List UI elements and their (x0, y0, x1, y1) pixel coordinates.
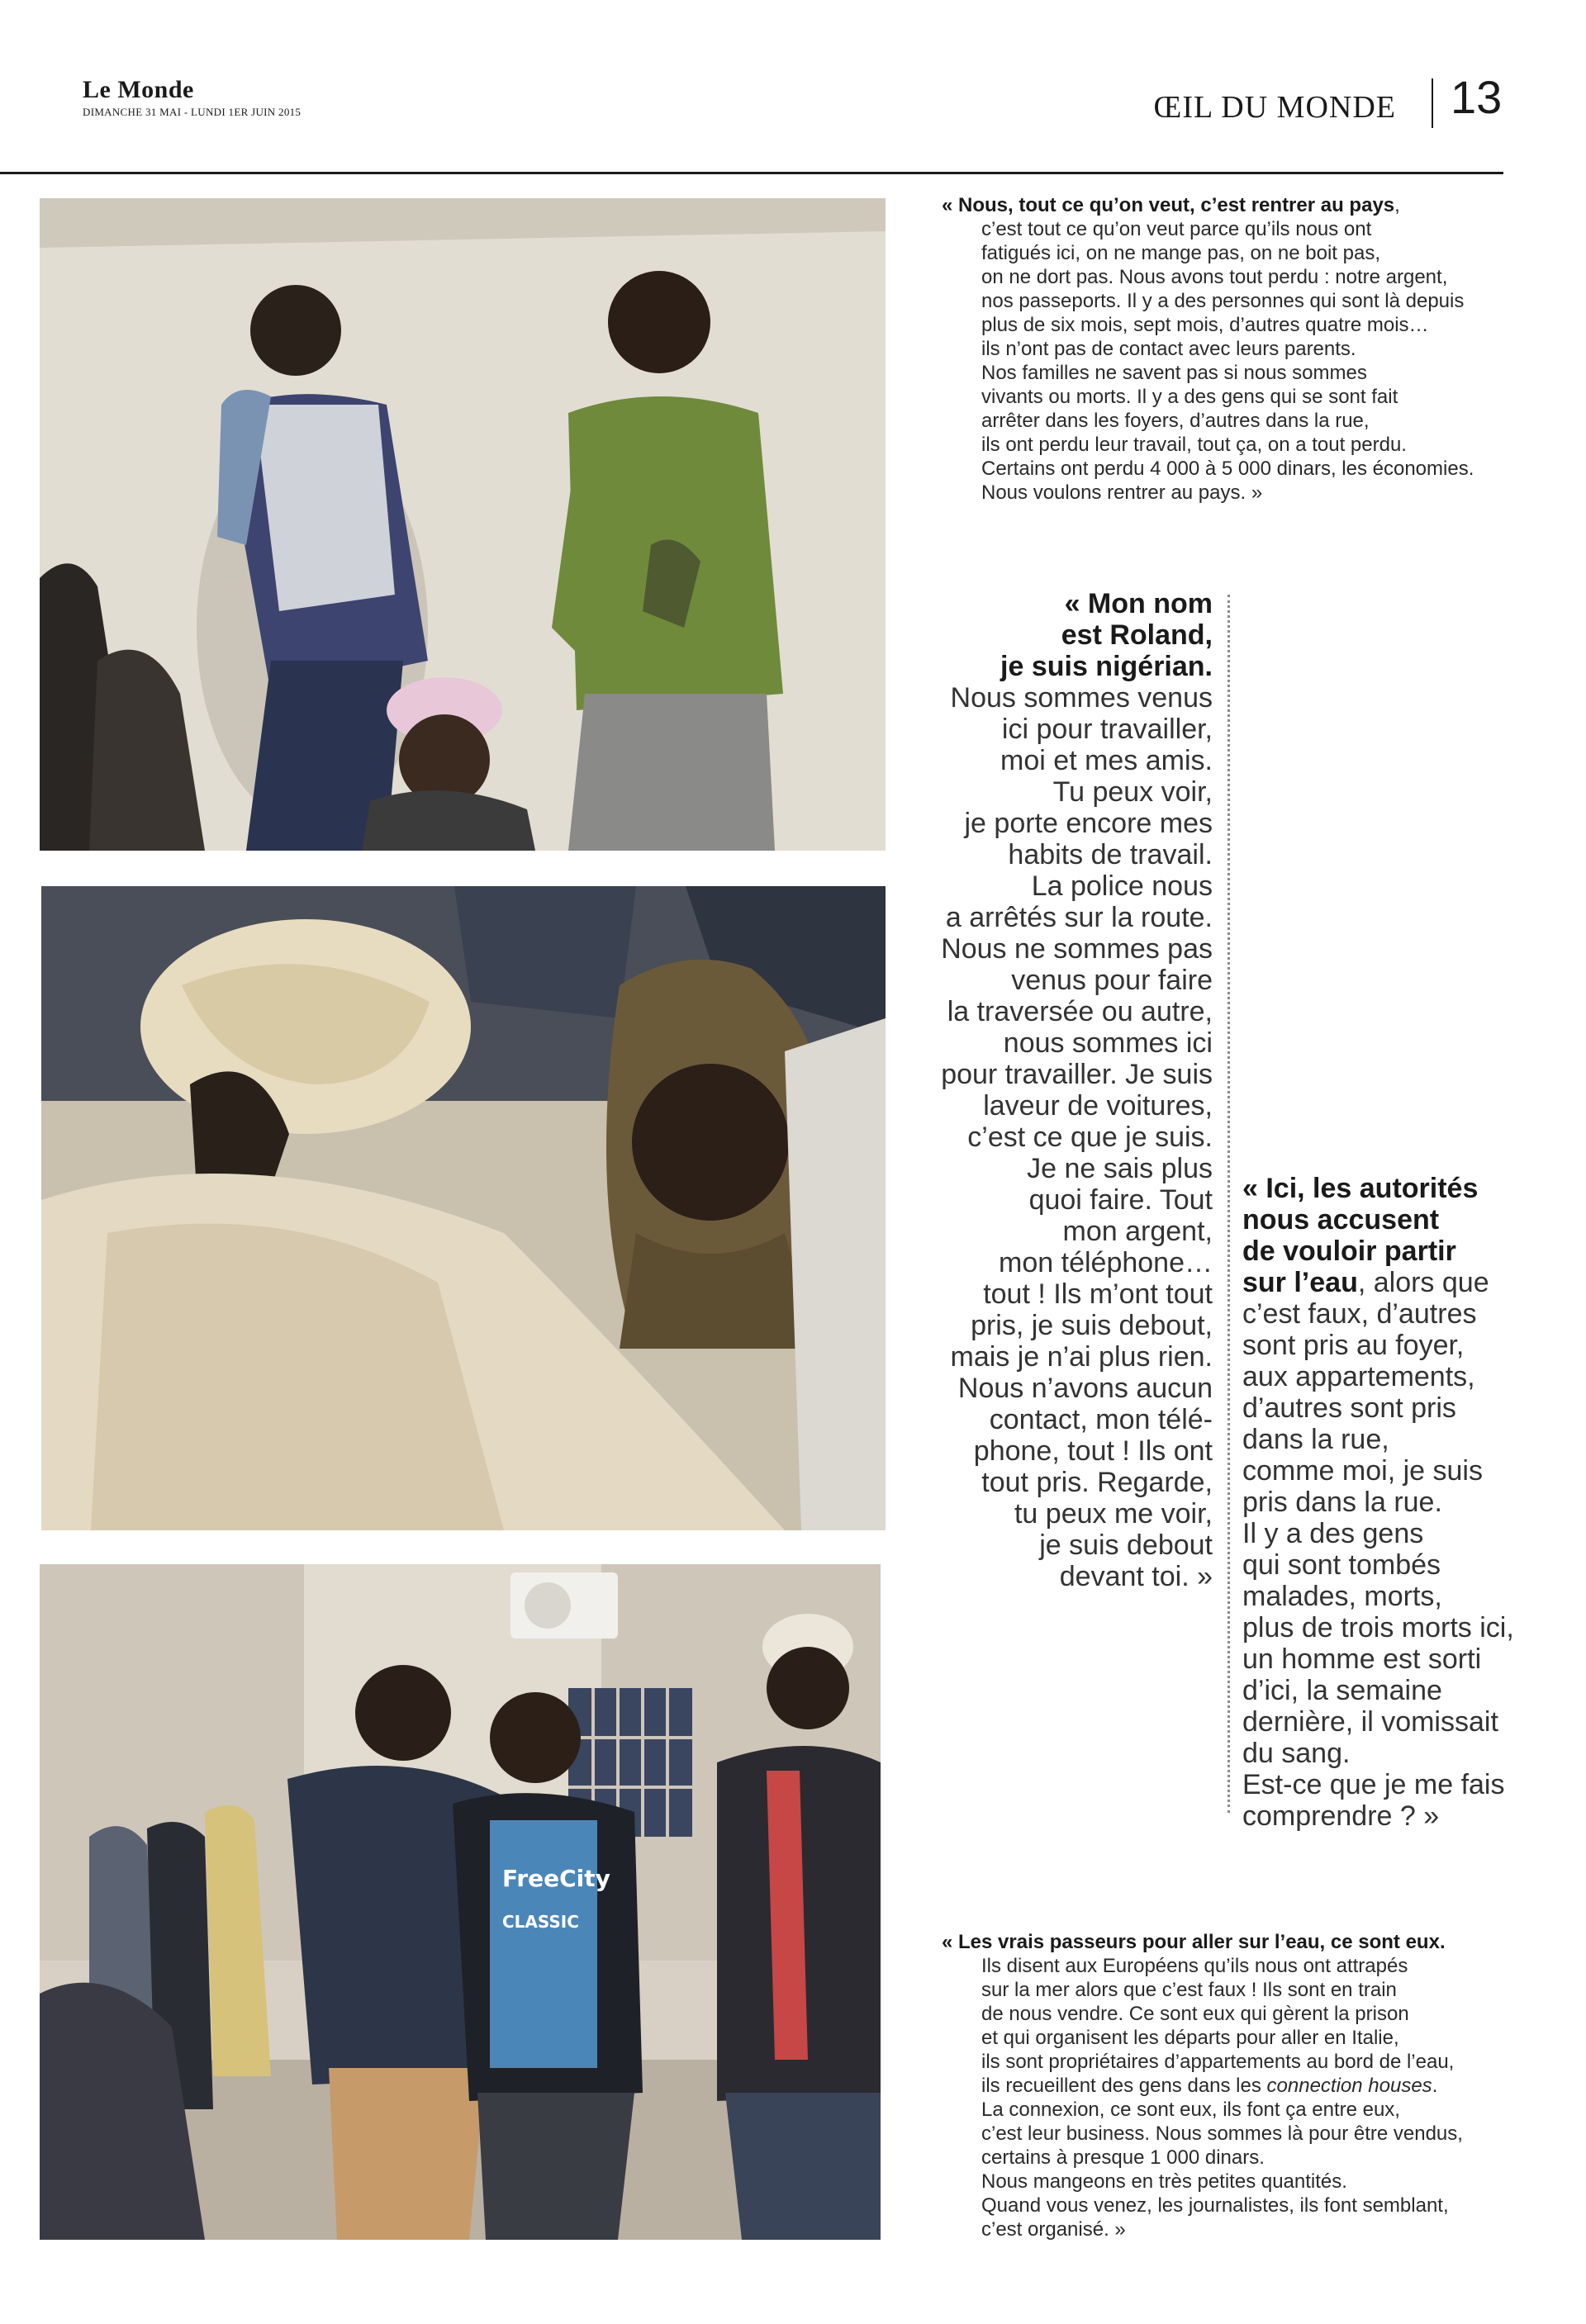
quote-line: malades, morts, (1242, 1581, 1442, 1612)
quote-rentrer-au-pays (942, 193, 1520, 505)
quote-line: Nous voulons rentrer au pays. » (981, 481, 1263, 504)
quote-line: devant toi. » (1059, 1561, 1213, 1592)
quote-line: Il y a des gens (1242, 1518, 1424, 1549)
quote-fragment: , alors que (1357, 1267, 1489, 1298)
quote-line: je porte encore mes (964, 808, 1213, 839)
quote-line: Est-ce que je me fais (1242, 1769, 1505, 1800)
quote-line: quoi faire. Tout (1028, 1184, 1213, 1216)
quote-italic-fragment: connection houses (1266, 2075, 1432, 2097)
quote-line: Nous n’avons aucun (957, 1373, 1213, 1404)
quote-line: Quand vous venez, les journalistes, ils font semblant, (981, 2194, 1449, 2217)
quote-line: ici pour travailler, (1001, 714, 1213, 745)
quote-line: Je ne sais plus (1027, 1153, 1213, 1184)
issue-date: DIMANCHE 31 MAI - LUNDI 1ER JUIN 2015 (83, 106, 302, 118)
quote-line: mais je n’ai plus rien. (950, 1341, 1213, 1373)
quote-bold-line: « Mon nom (1064, 588, 1213, 619)
quote-line: on ne dort pas. Nous avons tout perdu : notre argent, (981, 266, 1448, 288)
quote-lead-comma: , (1394, 194, 1400, 216)
quote-line: tu peux me voir, (1014, 1498, 1213, 1530)
quote-bold-line: nous accusent (1242, 1204, 1440, 1236)
quote-line: pour travailler. Je suis (941, 1059, 1213, 1090)
quote-autorites (1242, 1173, 1565, 1832)
quote-fragment: . (1432, 2075, 1438, 2097)
quote-line: d’ici, la semaine (1242, 1675, 1442, 1706)
quote-line: tout pris. Regarde, (981, 1467, 1213, 1498)
photo-men-with-turbans (41, 886, 886, 1530)
quote-line: moi et mes amis. (1000, 745, 1213, 776)
quote-bold-fragment: sur l’eau (1242, 1267, 1358, 1298)
quote-roland (900, 588, 1213, 1592)
quote-line: phone, tout ! Ils ont (973, 1435, 1213, 1467)
shirt-print-text: FreeCity (502, 1865, 610, 1892)
quote-line: Certains ont perdu 4 000 à 5 000 dinars, les économies. (981, 458, 1474, 480)
quote-line: sur la mer alors que c’est faux ! Ils sont en train (981, 1979, 1397, 2001)
quote-line: du sang. (1242, 1738, 1351, 1769)
quote-line: la traversée ou autre, (947, 996, 1213, 1027)
quote-line: c’est organisé. » (981, 2218, 1126, 2241)
quote-bold-line: est Roland, (1061, 619, 1213, 651)
quote-line: plus de six mois, sept mois, d’autres quatre mois… (981, 314, 1429, 336)
page-number: 13 (1451, 71, 1503, 123)
quote-line: laveur de voitures, (983, 1090, 1213, 1122)
quote-line: La police nous (1031, 870, 1213, 902)
quote-lead: « Les vrais passeurs pour aller sur l’eau, ce sont eux. (942, 1931, 1446, 1953)
quote-line: d’autres sont pris (1242, 1392, 1456, 1424)
header-divider (1432, 78, 1433, 128)
quote-line: comme moi, je suis (1242, 1455, 1483, 1487)
quote-line: dernière, il vomissait (1242, 1706, 1498, 1738)
section-title: ŒIL DU MONDE (1153, 90, 1396, 125)
quote-fragment: ils recueillent des gens dans les (981, 2075, 1267, 2097)
header-rule (0, 172, 1503, 174)
quote-line: Ils disent aux Européens qu’ils nous ont attrapés (981, 1955, 1408, 1977)
quote-line: un homme est sorti (1242, 1643, 1482, 1675)
quote-line: pris dans la rue. (1242, 1487, 1442, 1518)
quote-line: Nos familles ne savent pas si nous sommes (981, 362, 1367, 384)
quote-line: habits de travail. (1008, 839, 1213, 870)
quote-line: vivants ou morts. Il y a des gens qui se sont fait (981, 386, 1398, 408)
masthead-logo: Le Monde (83, 76, 194, 103)
quote-bold-line: de vouloir partir (1242, 1236, 1456, 1267)
quote-line: pris, je suis debout, (971, 1310, 1213, 1341)
quote-line: c’est faux, d’autres (1242, 1298, 1477, 1330)
quote-line: certains à presque 1 000 dinars. (981, 2146, 1265, 2169)
quote-line: ils n’ont pas de contact avec leurs parents. (981, 338, 1356, 360)
quote-line: ils ont perdu leur travail, tout ça, on a tout perdu. (981, 434, 1407, 456)
photo-men-against-wall (40, 198, 886, 851)
quote-bold-line: « Ici, les autorités (1242, 1173, 1479, 1204)
quote-line: sont pris au foyer, (1242, 1330, 1465, 1361)
quote-line: Tu peux voir, (1052, 776, 1213, 808)
quote-line: c’est leur business. Nous sommes là pour être vendus, (981, 2122, 1463, 2145)
dotted-column-divider (1227, 595, 1230, 1813)
quote-vrais-passeurs (942, 1930, 1520, 2241)
quote-line: arrêter dans les foyers, d’autres dans la rue, (981, 410, 1370, 432)
quote-line: fatigués ici, on ne mange pas, on ne boit pas, (981, 242, 1380, 264)
quote-line: je suis debout (1039, 1530, 1213, 1561)
quote-line: Nous ne sommes pas (941, 933, 1213, 965)
quote-bold-line: je suis nigérian. (1000, 651, 1213, 682)
quote-line: venus pour faire (1011, 965, 1213, 996)
quote-line: tout ! Ils m’ont tout (983, 1278, 1213, 1310)
quote-line: contact, mon télé- (989, 1404, 1213, 1435)
quote-line: mon argent, (1062, 1216, 1213, 1247)
quote-line: comprendre ? » (1242, 1800, 1440, 1832)
quote-line: nous sommes ici (1003, 1027, 1213, 1059)
quote-line: qui sont tombés (1242, 1549, 1441, 1581)
photo-group-in-courtyard (40, 1564, 881, 2240)
quote-lead: « Nous, tout ce qu’on veut, c’est rentrer au pays (942, 194, 1395, 216)
quote-line: dans la rue, (1242, 1424, 1389, 1455)
quote-line: mon téléphone… (999, 1247, 1213, 1278)
shirt-print-text-2: CLASSIC (502, 1912, 579, 1932)
quote-line: Nous sommes venus (950, 682, 1213, 714)
quote-line: plus de trois morts ici, (1242, 1612, 1514, 1643)
quote-line: nos passeports. Il y a des personnes qui sont là depuis (981, 290, 1465, 312)
quote-line: et qui organisent les départs pour aller en Italie, (981, 2027, 1399, 2049)
quote-line: c’est ce que je suis. (967, 1122, 1213, 1153)
quote-line: c’est tout ce qu’on veut parce qu’ils nous ont (981, 218, 1372, 240)
quote-line: de nous vendre. Ce sont eux qui gèrent la prison (981, 2003, 1409, 2025)
quote-line: Nous mangeons en très petites quantités. (981, 2170, 1347, 2193)
quote-line: aux appartements, (1242, 1361, 1475, 1392)
quote-line: a arrêtés sur la route. (945, 902, 1213, 933)
quote-line: La connexion, ce sont eux, ils font ça entre eux, (981, 2099, 1400, 2121)
quote-line: ils sont propriétaires d’appartements au bord de l’eau, (981, 2051, 1455, 2073)
